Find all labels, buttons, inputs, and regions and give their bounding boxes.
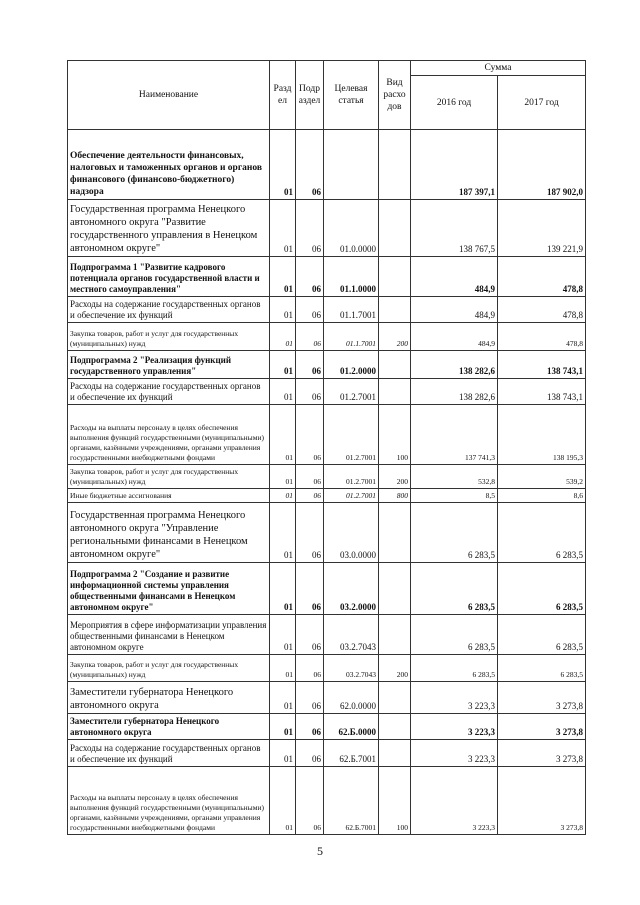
row-vid: 200 [379,655,411,682]
row-2016: 138 767,5 [411,200,498,257]
row-2016: 138 282,6 [411,379,498,405]
row-vid [379,379,411,405]
row-vid [379,130,411,200]
table-row [68,405,586,465]
row-razdel: 01 [270,563,296,615]
table-row [68,489,586,503]
row-2017: 3 273,8 [498,714,586,740]
row-name: Подпрограмма 2 "Создание и развитие информационной системы управления общественными финансами в Ненецком автономном округе" [68,563,270,615]
header-razdel: Разд ел [270,61,296,130]
row-2016: 6 283,5 [411,503,498,563]
table-row [68,655,586,682]
row-razdel: 01 [270,130,296,200]
row-target: 01.1.7001 [324,323,379,351]
row-vid: 200 [379,323,411,351]
row-vid: 100 [379,405,411,465]
row-2017: 8,6 [498,489,586,503]
row-razdel: 01 [270,257,296,297]
header-podrazdel: Подр аздел [296,61,324,130]
row-target: 01.1.0000 [324,257,379,297]
row-podrazdel: 06 [296,465,324,489]
table-row [68,563,586,615]
row-vid: 800 [379,489,411,503]
row-vid: 200 [379,465,411,489]
row-target: 62.0.0000 [324,682,379,714]
row-vid [379,682,411,714]
row-2017: 6 283,5 [498,563,586,615]
row-2017: 139 221,9 [498,200,586,257]
row-podrazdel: 06 [296,615,324,655]
row-2016: 6 283,5 [411,615,498,655]
row-2016: 3 223,3 [411,740,498,767]
row-razdel: 01 [270,323,296,351]
row-podrazdel: 06 [296,257,324,297]
row-razdel: 01 [270,682,296,714]
row-podrazdel: 06 [296,655,324,682]
row-2016: 532,8 [411,465,498,489]
row-podrazdel: 06 [296,200,324,257]
table-row [68,351,586,379]
row-target: 03.0.0000 [324,503,379,563]
header-row-top [68,61,586,76]
row-razdel: 01 [270,740,296,767]
row-2017: 6 283,5 [498,655,586,682]
row-podrazdel: 06 [296,503,324,563]
table-row [68,257,586,297]
table-row [68,323,586,351]
row-2016: 137 741,3 [411,405,498,465]
row-podrazdel: 06 [296,351,324,379]
row-name: Подпрограмма 1 "Развитие кадрового потенциала органов государственной власти и местного самоуправления" [68,257,270,297]
row-vid [379,297,411,323]
row-2016: 138 282,6 [411,351,498,379]
table-row [68,297,586,323]
row-target: 03.2.7043 [324,615,379,655]
row-target: 62.Б.7001 [324,767,379,835]
row-vid [379,257,411,297]
row-vid [379,714,411,740]
row-podrazdel: 06 [296,489,324,503]
row-2017: 539,2 [498,465,586,489]
row-2017: 187 902,0 [498,130,586,200]
row-target: 01.1.7001 [324,297,379,323]
row-vid [379,563,411,615]
row-razdel: 01 [270,714,296,740]
row-razdel: 01 [270,379,296,405]
header-name: Наименование [68,61,270,130]
row-2017: 138 743,1 [498,379,586,405]
table-row [68,740,586,767]
row-razdel: 01 [270,615,296,655]
row-vid [379,740,411,767]
row-name: Иные бюджетные ассигнования [68,489,270,503]
row-2016: 484,9 [411,323,498,351]
row-name: Расходы на выплаты персоналу в целях обеспечения выполнения функций государственными (муниципальными) органами, казёнными учреждениями, органами управления государственными внебюджетными фондами [68,767,270,835]
row-2017: 3 273,8 [498,682,586,714]
row-podrazdel: 06 [296,682,324,714]
row-2016: 187 397,1 [411,130,498,200]
row-2017: 478,8 [498,323,586,351]
row-podrazdel: 06 [296,767,324,835]
row-razdel: 01 [270,767,296,835]
row-name: Государственная программа Ненецкого автономного округа "Развитие государственного управления в Ненецком автономном округе" [68,200,270,257]
row-2017: 478,8 [498,257,586,297]
row-2017: 6 283,5 [498,615,586,655]
row-razdel: 01 [270,655,296,682]
row-name: Закупка товаров, работ и услуг для государственных (муниципальных) нужд [68,465,270,489]
row-2016: 3 223,3 [411,682,498,714]
row-name: Мероприятия в сфере информатизации управления общественными финансами в Ненецком автономном округе [68,615,270,655]
row-vid [379,503,411,563]
row-2017: 3 273,8 [498,740,586,767]
row-2017: 138 195,3 [498,405,586,465]
row-2017: 6 283,5 [498,503,586,563]
row-2016: 6 283,5 [411,655,498,682]
row-2016: 6 283,5 [411,563,498,615]
row-target [324,130,379,200]
table-row [68,200,586,257]
row-target: 01.2.7001 [324,405,379,465]
row-vid [379,351,411,379]
row-podrazdel: 06 [296,323,324,351]
row-podrazdel: 06 [296,405,324,465]
row-razdel: 01 [270,489,296,503]
row-2017: 3 273,8 [498,767,586,835]
budget-table [67,60,586,835]
header-vid: Вид расхо дов [379,61,411,130]
table-row [68,714,586,740]
header-2016: 2016 год [411,76,498,130]
row-podrazdel: 06 [296,130,324,200]
row-target: 62.Б.0000 [324,714,379,740]
table-row [68,465,586,489]
row-target: 03.2.0000 [324,563,379,615]
row-razdel: 01 [270,297,296,323]
row-2016: 3 223,3 [411,767,498,835]
table-row [68,767,586,835]
page-number: 5 [317,844,323,858]
row-podrazdel: 06 [296,740,324,767]
row-podrazdel: 06 [296,379,324,405]
table-row [68,503,586,563]
row-podrazdel: 06 [296,714,324,740]
row-name: Расходы на выплаты персоналу в целях обеспечения выполнения функций государственными (муниципальными) органами, казёнными учреждениями, органами управления государственными внебюджетными фондами [68,405,270,465]
row-vid: 100 [379,767,411,835]
row-vid [379,200,411,257]
row-razdel: 01 [270,465,296,489]
row-name: Закупка товаров, работ и услуг для государственных (муниципальных) нужд [68,655,270,682]
table-row [68,130,586,200]
row-name: Заместители губернатора Ненецкого автономного округа [68,682,270,714]
row-target: 03.2.7043 [324,655,379,682]
row-2017: 478,8 [498,297,586,323]
row-target: 01.2.7001 [324,465,379,489]
table-row [68,379,586,405]
table-row [68,682,586,714]
row-target: 62.Б.7001 [324,740,379,767]
row-name: Расходы на содержание государственных органов и обеспечение их функций [68,740,270,767]
row-name: Государственная программа Ненецкого автономного округа "Управление региональными финансами в Ненецком автономном округе" [68,503,270,563]
row-target: 01.0.0000 [324,200,379,257]
row-2016: 484,9 [411,297,498,323]
header-2017: 2017 год [498,76,586,130]
row-razdel: 01 [270,405,296,465]
row-name: Подпрограмма 2 "Реализация функций государственного управления" [68,351,270,379]
row-podrazdel: 06 [296,297,324,323]
row-target: 01.2.7001 [324,379,379,405]
row-vid [379,615,411,655]
row-target: 01.2.7001 [324,489,379,503]
row-name: Обеспечение деятельности финансовых, налоговых и таможенных органов и органов финансового (финансово-бюджетного) надзора [68,130,270,200]
row-name: Закупка товаров, работ и услуг для государственных (муниципальных) нужд [68,323,270,351]
table-row [68,615,586,655]
row-razdel: 01 [270,351,296,379]
row-name: Расходы на содержание государственных органов и обеспечение их функций [68,297,270,323]
row-podrazdel: 06 [296,563,324,615]
row-2016: 8,5 [411,489,498,503]
header-target: Целевая статья [324,61,379,130]
header-sum: Сумма [411,61,586,76]
row-razdel: 01 [270,200,296,257]
row-name: Заместители губернатора Ненецкого автономного округа [68,714,270,740]
row-2016: 3 223,3 [411,714,498,740]
row-razdel: 01 [270,503,296,563]
row-name: Расходы на содержание государственных органов и обеспечение их функций [68,379,270,405]
row-2017: 138 743,1 [498,351,586,379]
row-target: 01.2.0000 [324,351,379,379]
row-2016: 484,9 [411,257,498,297]
